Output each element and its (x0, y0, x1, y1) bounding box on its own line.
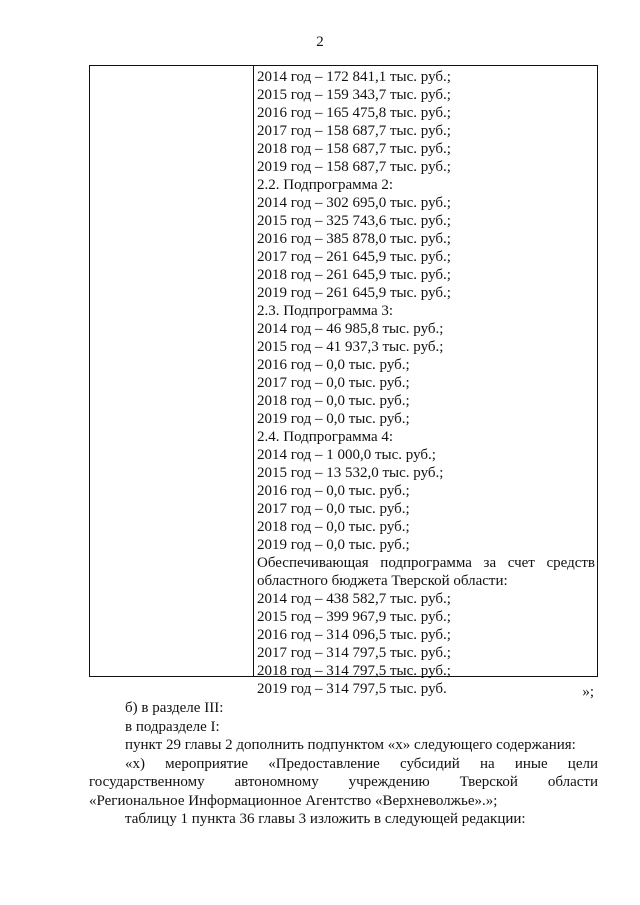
paragraph-measure-line-1: «х) мероприятие «Предоставление субсидий на иные цели (125, 755, 598, 772)
table-line: 2019 год – 0,0 тыс. руб.; (257, 411, 410, 427)
table-line: 2015 год – 41 937,3 тыс. руб.; (257, 339, 444, 355)
paragraph-measure-line-2: государственному автономному учреждению Тверской области (89, 774, 598, 790)
table-line: 2017 год – 261 645,9 тыс. руб.; (257, 249, 451, 265)
table-line: 2018 год – 261 645,9 тыс. руб.; (257, 267, 451, 283)
table-line: 2019 год – 261 645,9 тыс. руб.; (257, 285, 451, 301)
table-line: 2014 год – 172 841,1 тыс. руб.; (257, 69, 451, 85)
table-line: 2.3. Подпрограмма 3: (257, 303, 394, 319)
paragraph-point-29: пункт 29 главы 2 дополнить подпунктом «х» следующего содержания: (125, 737, 576, 753)
budget-table (89, 65, 598, 697)
paragraph-subsection-i: в подразделе I: (125, 718, 220, 735)
table-line: 2017 год – 314 797,5 тыс. руб.; (257, 645, 451, 661)
closing-quote: »; (582, 684, 594, 700)
page-number: 2 (316, 34, 324, 50)
table-line: 2014 год – 1 000,0 тыс. руб.; (257, 447, 436, 463)
table-right-column (257, 68, 595, 698)
table-line: 2015 год – 399 967,9 тыс. руб.; (257, 609, 451, 625)
table-line: областного бюджета Тверской области: (257, 573, 508, 589)
table-line: 2018 год – 0,0 тыс. руб.; (257, 519, 410, 535)
paragraph-measure-line-3: «Региональное Информационное Агентство «Верхневолжье».»; (89, 792, 498, 809)
table-line: 2016 год – 0,0 тыс. руб.; (257, 483, 410, 499)
table-line: 2015 год – 13 532,0 тыс. руб.; (257, 465, 444, 481)
table-line: 2016 год – 314 096,5 тыс. руб.; (257, 627, 451, 643)
table-line: 2.4. Подпрограмма 4: (257, 429, 394, 445)
table-line: 2018 год – 314 797,5 тыс. руб.; (257, 663, 451, 679)
table-line: 2016 год – 0,0 тыс. руб.; (257, 357, 410, 373)
table-line: 2015 год – 325 743,6 тыс. руб.; (257, 213, 451, 229)
table-line: 2017 год – 0,0 тыс. руб.; (257, 501, 410, 517)
table-line: 2015 год – 159 343,7 тыс. руб.; (257, 87, 451, 103)
table-line: 2014 год – 302 695,0 тыс. руб.; (257, 195, 451, 211)
table-line: 2014 год – 438 582,7 тыс. руб.; (257, 591, 451, 607)
table-line: 2018 год – 158 687,7 тыс. руб.; (257, 141, 451, 157)
body-text (89, 699, 598, 829)
table-line: 2014 год – 46 985,8 тыс. руб.; (257, 321, 444, 337)
table-line: 2016 год – 385 878,0 тыс. руб.; (257, 231, 451, 247)
table-line: 2016 год – 165 475,8 тыс. руб.; (257, 105, 451, 121)
table-line: 2018 год – 0,0 тыс. руб.; (257, 393, 410, 409)
table-column-divider (253, 66, 254, 676)
table-line: 2017 год – 158 687,7 тыс. руб.; (257, 123, 451, 139)
paragraph-section-iii: б) в разделе III: (125, 700, 224, 716)
table-line: 2019 год – 314 797,5 тыс. руб. (257, 681, 447, 697)
table-line: 2.2. Подпрограмма 2: (257, 177, 394, 193)
table-line: 2019 год – 0,0 тыс. руб.; (257, 537, 410, 553)
paragraph-table-1: таблицу 1 пункта 36 главы 3 изложить в следующей редакции: (125, 811, 526, 827)
table-line: 2019 год – 158 687,7 тыс. руб.; (257, 159, 451, 175)
table-line: Обеспечивающая подпрограмма за счет средств (257, 555, 595, 571)
table-line: 2017 год – 0,0 тыс. руб.; (257, 375, 410, 391)
